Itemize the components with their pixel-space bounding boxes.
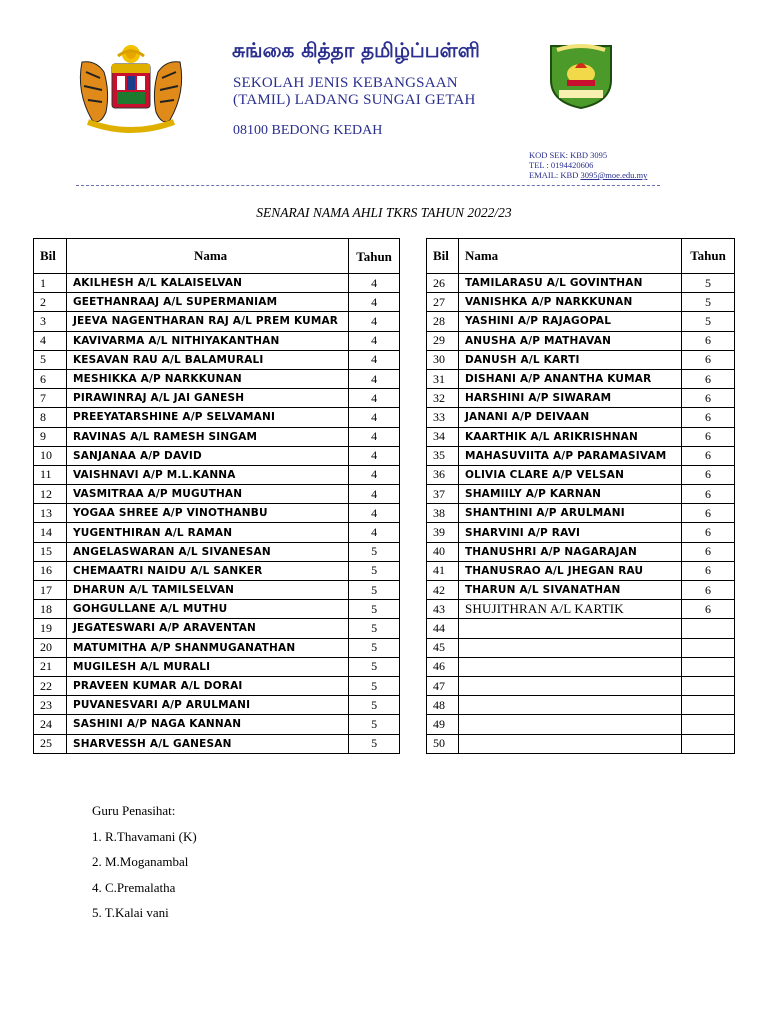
table-row [427, 657, 735, 676]
student-year: 6 [682, 408, 735, 427]
row-number: 40 [427, 542, 459, 561]
student-name: KAARTHIK A/L ARIKRISHNAN [458, 427, 681, 446]
row-number: 19 [34, 619, 67, 638]
advisor-section [92, 798, 197, 926]
table-row [427, 715, 735, 734]
row-number: 17 [34, 581, 67, 600]
student-year: 5 [349, 542, 400, 561]
student-name: MUGILESH A/L MURALI [66, 657, 348, 676]
row-number: 7 [34, 389, 67, 408]
student-name: MESHIKKA A/P NARKKUNAN [66, 369, 348, 388]
table-row [427, 696, 735, 715]
document-title: SENARAI NAMA AHLI TKRS TAHUN 2022/23 [256, 205, 512, 220]
email-link[interactable]: 3095@moe.edu.my [580, 170, 648, 180]
student-year: 5 [349, 600, 400, 619]
student-year: 5 [349, 715, 400, 734]
table-row [34, 696, 400, 715]
table-row [427, 523, 735, 542]
table-row [34, 734, 400, 753]
table-row [427, 485, 735, 504]
student-name [458, 657, 681, 676]
advisor-item: 4. C.Premalatha [92, 879, 176, 895]
student-name: THARUN A/L SIVANATHAN [458, 581, 681, 600]
student-year: 4 [349, 485, 400, 504]
student-name: YUGENTHIRAN A/L RAMAN [66, 523, 348, 542]
student-year: 6 [682, 350, 735, 369]
student-year: 5 [349, 696, 400, 715]
student-year: 4 [349, 427, 400, 446]
student-name: GOHGULLANE A/L MUTHU [66, 600, 348, 619]
row-number: 25 [34, 734, 67, 753]
table-row [34, 293, 400, 312]
student-name: SHARVESSH A/L GANESAN [66, 734, 348, 753]
table-row [34, 312, 400, 331]
school-name-line2: (TAMIL) LADANG SUNGAI GETAH [233, 92, 476, 108]
col-header-bil: Bil [34, 239, 67, 274]
table-row [427, 293, 735, 312]
school-name-line1: SEKOLAH JENIS KEBANGSAAN [233, 75, 458, 91]
row-number: 32 [427, 389, 459, 408]
col-header-tahun: Tahun [682, 239, 735, 274]
student-year: 5 [349, 676, 400, 695]
student-year: 6 [682, 389, 735, 408]
row-number: 15 [34, 542, 67, 561]
row-number: 43 [427, 600, 459, 619]
table-row [34, 600, 400, 619]
student-name: SHAMIILY A/P KARNAN [458, 485, 681, 504]
row-number: 29 [427, 331, 459, 350]
table-row [34, 446, 400, 465]
student-name: ANGELASWARAN A/L SIVANESAN [66, 542, 348, 561]
table-row [34, 274, 400, 293]
student-name: MAHASUVIITA A/P PARAMASIVAM [458, 446, 681, 465]
row-number: 48 [427, 696, 459, 715]
student-year: 6 [682, 523, 735, 542]
student-name: JEGATESWARI A/P ARAVENTAN [66, 619, 348, 638]
table-header-row [427, 239, 735, 274]
table-row [427, 638, 735, 657]
student-year: 6 [682, 504, 735, 523]
col-header-bil: Bil [427, 239, 459, 274]
student-name: DISHANI A/P ANANTHA KUMAR [458, 369, 681, 388]
row-number: 34 [427, 427, 459, 446]
table-row [427, 312, 735, 331]
email-prefix: EMAIL: KBD [529, 170, 581, 180]
student-year [682, 638, 735, 657]
student-year: 5 [349, 657, 400, 676]
student-year: 4 [349, 293, 400, 312]
row-number: 28 [427, 312, 459, 331]
row-number: 26 [427, 274, 459, 293]
row-number: 24 [34, 715, 67, 734]
student-year: 5 [682, 293, 735, 312]
student-name: JANANI A/P DEIVAAN [458, 408, 681, 427]
row-number: 5 [34, 350, 67, 369]
row-number: 33 [427, 408, 459, 427]
student-name [458, 715, 681, 734]
row-number: 2 [34, 293, 67, 312]
student-year: 5 [349, 734, 400, 753]
col-header-nama: Nama [66, 239, 348, 274]
table-row [427, 369, 735, 388]
table-row [34, 465, 400, 484]
row-number: 18 [34, 600, 67, 619]
student-name: SANJANAA A/P DAVID [66, 446, 348, 465]
school-code: KOD SEK: KBD 3095 [529, 150, 608, 160]
table-row [34, 619, 400, 638]
student-year: 5 [349, 619, 400, 638]
student-year: 6 [682, 427, 735, 446]
row-number: 16 [34, 561, 67, 580]
table-header-row [34, 239, 400, 274]
row-number: 31 [427, 369, 459, 388]
student-name: JEEVA NAGENTHARAN RAJ A/L PREM KUMAR [66, 312, 348, 331]
student-name: PUVANESVARI A/P ARULMANI [66, 696, 348, 715]
table-row [427, 619, 735, 638]
school-badge-logo [545, 40, 617, 110]
student-year [682, 696, 735, 715]
student-name: KAVIVARMA A/L NITHIYAKANTHAN [66, 331, 348, 350]
student-name: MATUMITHA A/P SHANMUGANATHAN [66, 638, 348, 657]
student-year: 4 [349, 408, 400, 427]
row-number: 3 [34, 312, 67, 331]
student-year: 6 [682, 561, 735, 580]
row-number: 38 [427, 504, 459, 523]
header-divider [76, 185, 660, 186]
student-name: GEETHANRAAJ A/L SUPERMANIAM [66, 293, 348, 312]
student-year: 4 [349, 312, 400, 331]
student-year: 4 [349, 350, 400, 369]
student-year: 6 [682, 369, 735, 388]
table-row [427, 274, 735, 293]
student-name: KESAVAN RAU A/L BALAMURALI [66, 350, 348, 369]
table-row [427, 676, 735, 695]
student-name: DHARUN A/L TAMILSELVAN [66, 581, 348, 600]
student-name: THANUSRAO A/L JHEGAN RAU [458, 561, 681, 580]
row-number: 4 [34, 331, 67, 350]
student-year: 5 [682, 274, 735, 293]
advisor-heading: Guru Penasihat: [92, 803, 176, 818]
table-row [427, 600, 735, 619]
row-number: 46 [427, 657, 459, 676]
student-name: RAVINAS A/L RAMESH SINGAM [66, 427, 348, 446]
student-year: 4 [349, 389, 400, 408]
row-number: 13 [34, 504, 67, 523]
row-number: 37 [427, 485, 459, 504]
row-number: 50 [427, 734, 459, 753]
student-year: 5 [349, 561, 400, 580]
table-row [427, 561, 735, 580]
table-row [427, 389, 735, 408]
student-year [682, 657, 735, 676]
student-name: SHANTHINI A/P ARULMANI [458, 504, 681, 523]
row-number: 49 [427, 715, 459, 734]
table-row [34, 561, 400, 580]
table-row [34, 369, 400, 388]
members-table-right [426, 238, 735, 754]
student-name: VANISHKA A/P NARKKUNAN [458, 293, 681, 312]
student-name: YOGAA SHREE A/P VINOTHANBU [66, 504, 348, 523]
table-row [34, 350, 400, 369]
student-name: SASHINI A/P NAGA KANNAN [66, 715, 348, 734]
student-name: CHEMAATRI NAIDU A/L SANKER [66, 561, 348, 580]
student-name: PRAVEEN KUMAR A/L DORAI [66, 676, 348, 695]
row-number: 39 [427, 523, 459, 542]
student-year: 6 [682, 600, 735, 619]
table-row [34, 331, 400, 350]
student-year: 4 [349, 369, 400, 388]
student-name: DANUSH A/L KARTI [458, 350, 681, 369]
student-name [458, 734, 681, 753]
advisor-item: 1. R.Thavamani (K) [92, 828, 197, 844]
student-name: AKILHESH A/L KALAISELVAN [66, 274, 348, 293]
student-name: YASHINI A/P RAJAGOPAL [458, 312, 681, 331]
row-number: 10 [34, 446, 67, 465]
student-year: 4 [349, 446, 400, 465]
school-name-tamil: சுங்கை கித்தா தமிழ்ப்பள்ளி [232, 38, 480, 62]
student-year: 6 [682, 542, 735, 561]
row-number: 47 [427, 676, 459, 695]
col-header-tahun: Tahun [349, 239, 400, 274]
student-name [458, 696, 681, 715]
email-line [529, 170, 647, 180]
school-address: 08100 BEDONG KEDAH [233, 123, 383, 138]
student-name [458, 676, 681, 695]
row-number: 44 [427, 619, 459, 638]
members-table-left [33, 238, 400, 754]
table-row [34, 542, 400, 561]
col-header-nama: Nama [458, 239, 681, 274]
student-year: 6 [682, 331, 735, 350]
student-year: 4 [349, 465, 400, 484]
student-name [458, 638, 681, 657]
table-row [34, 581, 400, 600]
table-row [34, 427, 400, 446]
student-year: 6 [682, 465, 735, 484]
student-year: 5 [682, 312, 735, 331]
student-year: 4 [349, 523, 400, 542]
table-row [34, 408, 400, 427]
student-year [682, 619, 735, 638]
row-number: 9 [34, 427, 67, 446]
table-row [34, 504, 400, 523]
student-name: TAMILARASU A/L GOVINTHAN [458, 274, 681, 293]
student-name: SHARVINI A/P RAVI [458, 523, 681, 542]
table-row [34, 638, 400, 657]
table-row [34, 676, 400, 695]
row-number: 22 [34, 676, 67, 695]
table-row [427, 408, 735, 427]
row-number: 11 [34, 465, 67, 484]
student-year: 5 [349, 581, 400, 600]
coat-of-arms-logo [74, 42, 188, 138]
student-year [682, 715, 735, 734]
student-name [458, 619, 681, 638]
row-number: 21 [34, 657, 67, 676]
student-year: 4 [349, 331, 400, 350]
student-name: ANUSHA A/P MATHAVAN [458, 331, 681, 350]
advisor-item: 2. M.Moganambal [92, 854, 189, 869]
table-row [34, 485, 400, 504]
student-name: VASMITRAA A/P MUGUTHAN [66, 485, 348, 504]
table-row [427, 427, 735, 446]
table-row [427, 542, 735, 561]
row-number: 20 [34, 638, 67, 657]
row-number: 36 [427, 465, 459, 484]
row-number: 45 [427, 638, 459, 657]
student-name: THANUSHRI A/P NAGARAJAN [458, 542, 681, 561]
student-year [682, 734, 735, 753]
student-name: SHUJITHRAN A/L KARTIK [458, 600, 681, 619]
table-row [427, 581, 735, 600]
student-name: VAISHNAVI A/P M.L.KANNA [66, 465, 348, 484]
table-row [427, 504, 735, 523]
table-row [427, 350, 735, 369]
student-year: 4 [349, 274, 400, 293]
table-row [427, 465, 735, 484]
student-year [682, 676, 735, 695]
student-year: 6 [682, 581, 735, 600]
row-number: 14 [34, 523, 67, 542]
student-name: HARSHINI A/P SIWARAM [458, 389, 681, 408]
row-number: 27 [427, 293, 459, 312]
row-number: 35 [427, 446, 459, 465]
row-number: 6 [34, 369, 67, 388]
student-year: 5 [349, 638, 400, 657]
table-row [427, 331, 735, 350]
row-number: 12 [34, 485, 67, 504]
contact-info [529, 150, 647, 180]
table-row [427, 734, 735, 753]
advisor-item: 5. T.Kalai vani [92, 905, 169, 920]
table-row [34, 523, 400, 542]
row-number: 42 [427, 581, 459, 600]
student-year: 6 [682, 446, 735, 465]
table-row [34, 389, 400, 408]
telephone: TEL : 0194420606 [529, 160, 594, 170]
row-number: 1 [34, 274, 67, 293]
row-number: 8 [34, 408, 67, 427]
table-row [34, 715, 400, 734]
row-number: 23 [34, 696, 67, 715]
row-number: 41 [427, 561, 459, 580]
student-name: PREEYATARSHINE A/P SELVAMANI [66, 408, 348, 427]
student-year: 4 [349, 504, 400, 523]
student-name: PIRAWINRAJ A/L JAI GANESH [66, 389, 348, 408]
row-number: 30 [427, 350, 459, 369]
student-year: 6 [682, 485, 735, 504]
table-row [427, 446, 735, 465]
table-row [34, 657, 400, 676]
student-name: OLIVIA CLARE A/P VELSAN [458, 465, 681, 484]
